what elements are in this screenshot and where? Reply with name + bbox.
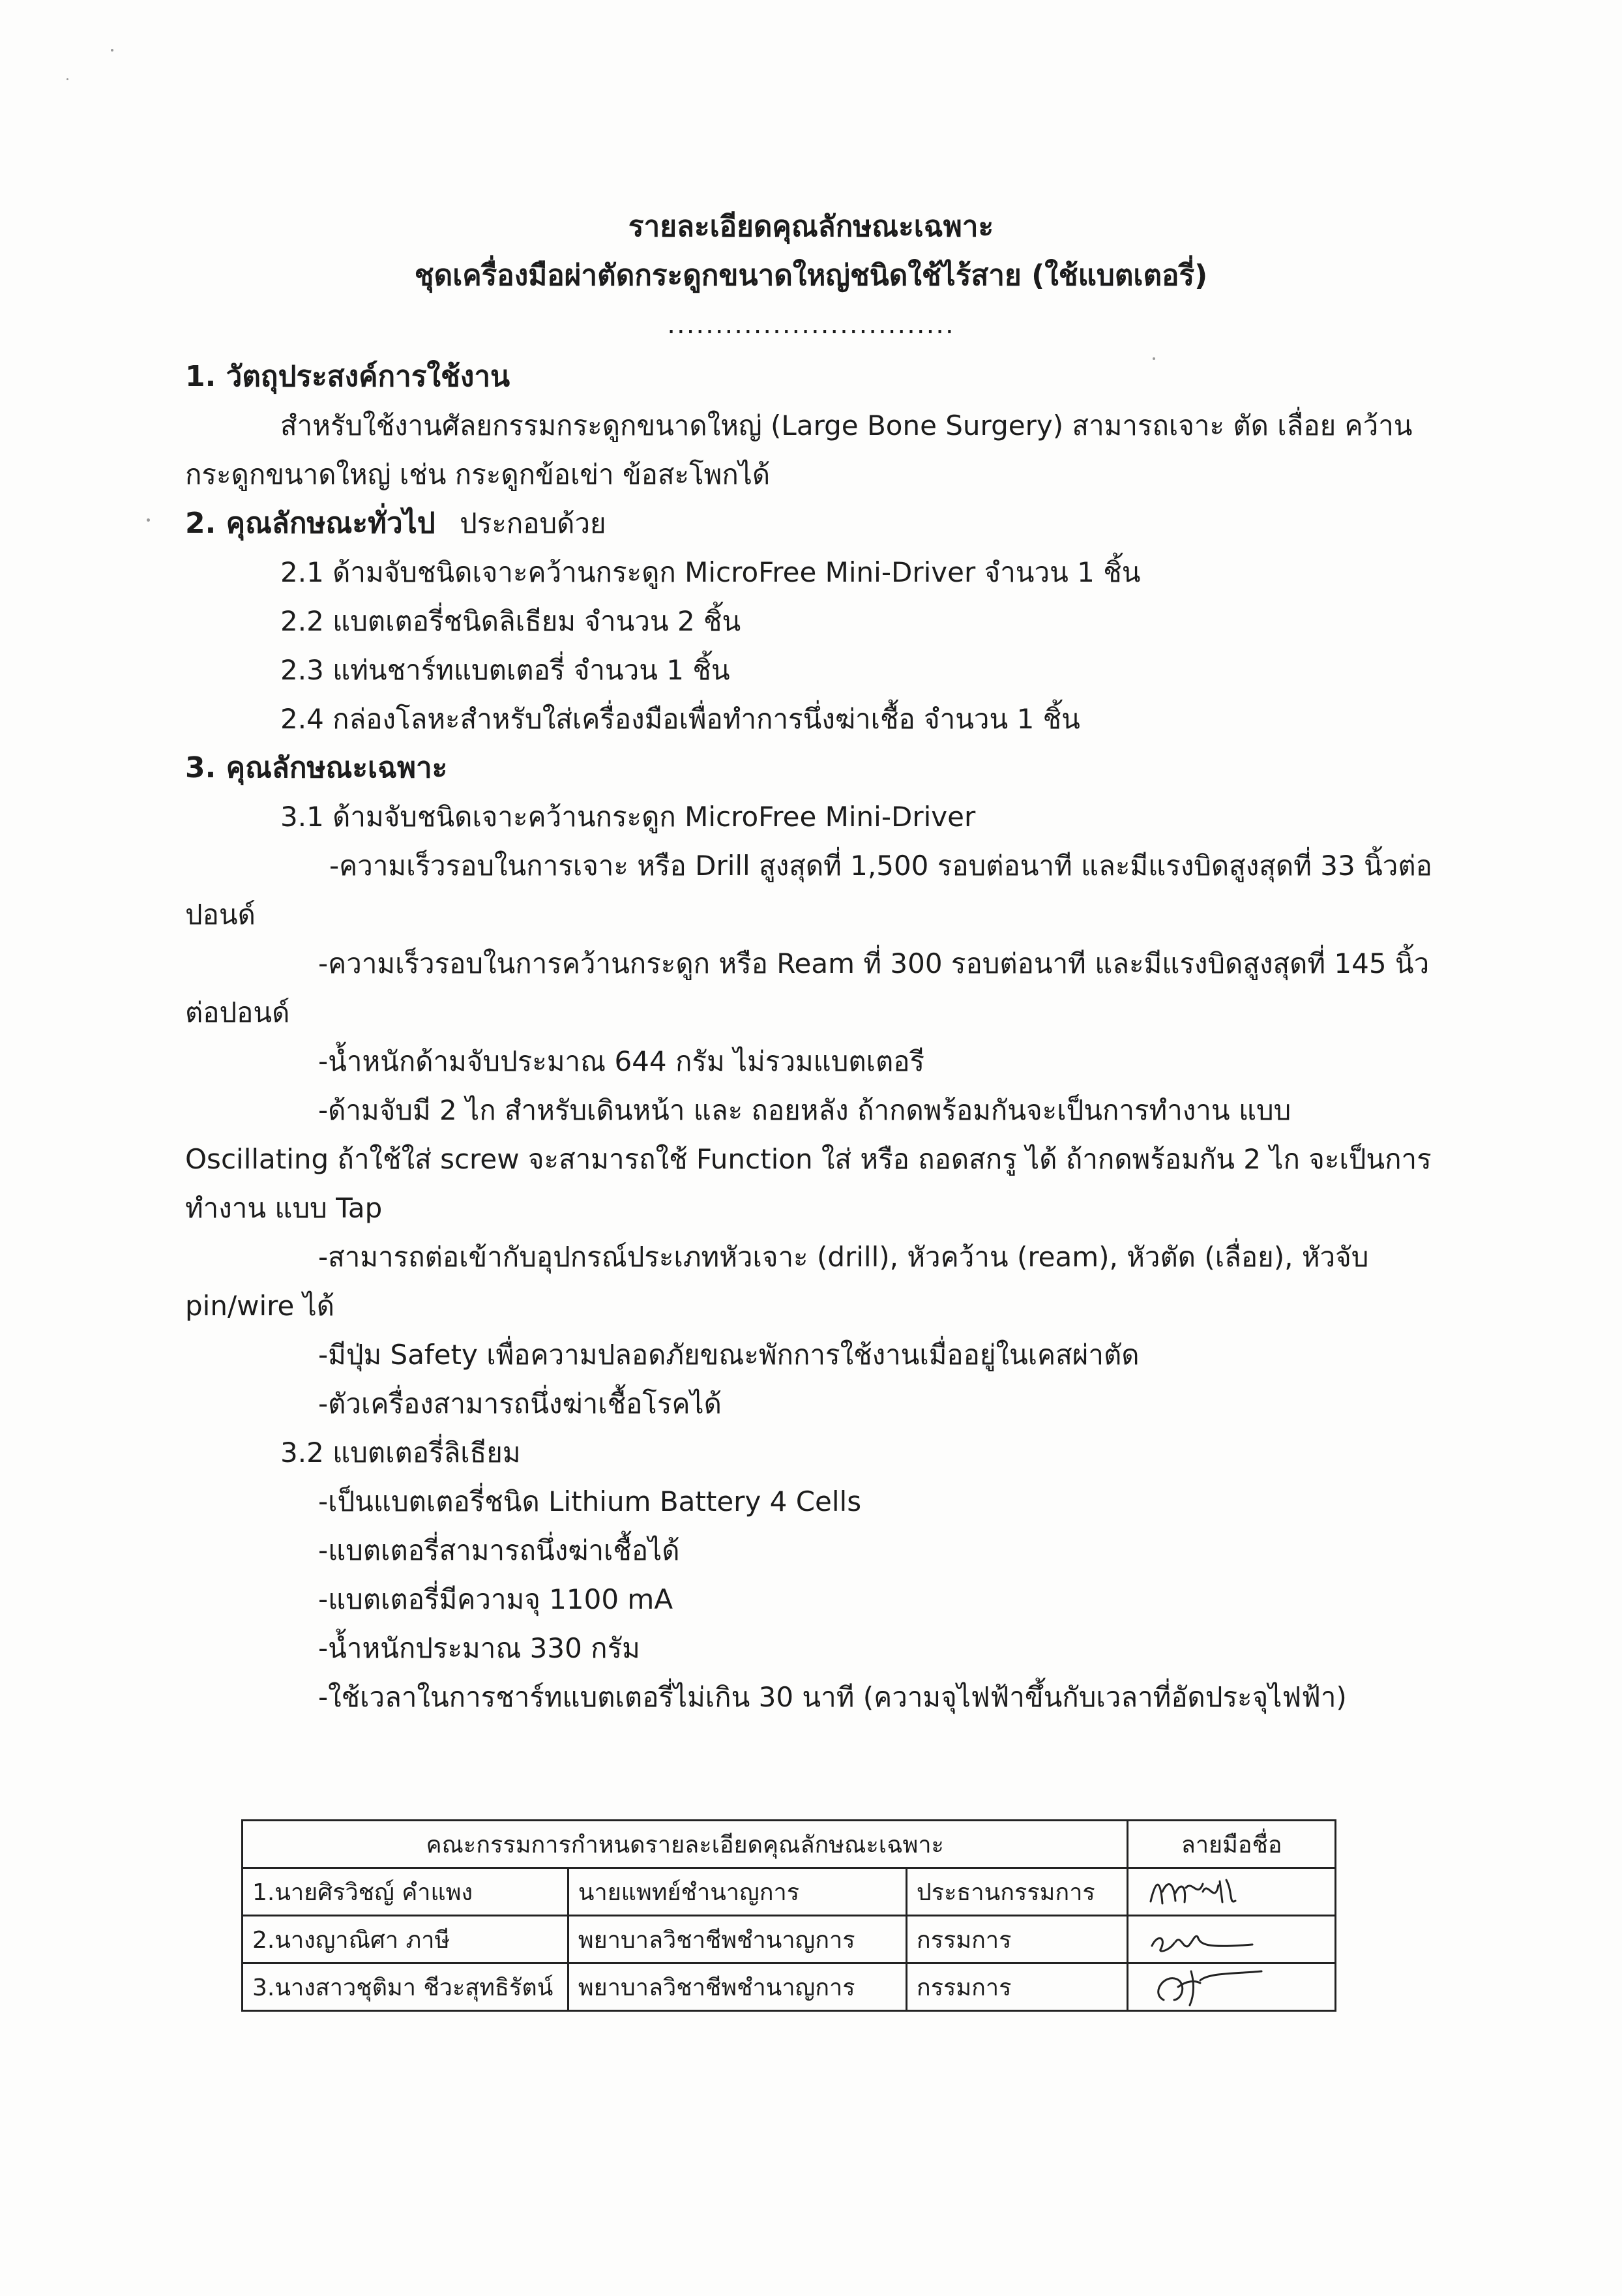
spec-line: -ใช้เวลาในการชาร์ทแบตเตอรี่ไม่เกิน 30 นาที (ความจุไฟฟ้าขึ้นกับเวลาที่อัดประจุไฟฟ้า) <box>318 1681 1347 1713</box>
section-1-text: สำหรับใช้งานศัลยกรรมกระดูกขนาดใหญ่ (Large Bone Surgery) สามารถเจาะ ตัด เลื่อย คว้าน <box>280 410 1413 441</box>
member-position: นายแพทย์ชำนาญการ <box>568 1868 906 1916</box>
spec-line: ทำงาน แบบ Tap <box>185 1192 383 1224</box>
table-row <box>243 1868 1336 1916</box>
committee-header: คณะกรรมการกำหนดรายละเอียดคุณลักษณะเฉพาะ <box>243 1821 1128 1868</box>
section-3-1-heading: 3.1 ด้ามจับชนิดเจาะคว้านกระดูก MicroFree Mini-Driver <box>280 801 976 833</box>
member-name: 1.นายศิรวิชญ์ คำแพง <box>243 1868 568 1916</box>
spec-line: ต่อปอนด์ <box>185 996 290 1028</box>
scan-speck <box>111 49 113 52</box>
spec-line: -น้ำหนักประมาณ 330 กรัม <box>318 1632 640 1664</box>
member-role: กรรมการ <box>906 1963 1127 2011</box>
spec-line: Oscillating ถ้าใช้ใส่ screw จะสามารถใช้ Function ใส่ หรือ ถอดสกรู ได้ ถ้ากดพร้อมกัน 2 ไก จะเป็นการ <box>185 1143 1432 1175</box>
section-2-item: 2.2 แบตเตอรี่ชนิดลิเธียม จำนวน 2 ชิ้น <box>280 605 741 637</box>
member-position: พยาบาลวิชาชีพชำนาญการ <box>568 1916 906 1963</box>
spec-line: pin/wire ได้ <box>185 1290 335 1322</box>
signature-header: ลายมือชื่อ <box>1128 1821 1336 1868</box>
signature-cell <box>1128 1916 1336 1963</box>
title-separator: .............................. <box>667 310 955 340</box>
table-row <box>243 1963 1336 2011</box>
spec-line: -แบตเตอรี่มีความจุ 1100 mA <box>318 1583 673 1615</box>
section-2-item: 2.4 กล่องโลหะสำหรับใส่เครื่องมือเพื่อทำการนึ่งฆ่าเชื้อ จำนวน 1 ชิ้น <box>280 703 1080 735</box>
spec-line: -เป็นแบตเตอรี่ชนิด Lithium Battery 4 Cells <box>318 1485 862 1517</box>
member-name: 2.นางญาณิศา ภาษี <box>243 1916 568 1963</box>
member-name: 3.นางสาวชุติมา ชีวะสุทธิรัตน์ <box>243 1963 568 2011</box>
handwritten-signature <box>1138 1920 1268 1959</box>
table-header-row <box>243 1821 1336 1868</box>
section-2-heading-suffix: ประกอบด้วย <box>460 507 606 539</box>
member-role: ประธานกรรมการ <box>906 1868 1127 1916</box>
spec-line: -น้ำหนักด้ามจับประมาณ 644 กรัม ไม่รวมแบตเตอรี <box>318 1045 925 1077</box>
handwritten-signature <box>1138 1967 1268 2006</box>
committee-table <box>241 1819 1336 2012</box>
document-subtitle: ชุดเครื่องมือผ่าตัดกระดูกขนาดใหญ่ชนิดใช้ไร้สาย (ใช้แบตเตอรี่) <box>414 259 1208 292</box>
spec-line: -สามารถต่อเข้ากับอุปกรณ์ประเภทหัวเจาะ (drill), หัวคว้าน (ream), หัวตัด (เลื่อย), หัวจับ <box>318 1241 1369 1273</box>
section-1-heading: 1. วัตถุประสงค์การใช้งาน <box>185 360 510 393</box>
spec-line: -แบตเตอรี่สามารถนึ่งฆ่าเชื้อได้ <box>318 1534 680 1566</box>
spec-line: -มีปุ่ม Safety เพื่อความปลอดภัยขณะพักการใช้งานเมื่ออยู่ในเคสผ่าตัด <box>318 1339 1140 1371</box>
scan-speck <box>147 518 150 522</box>
section-2-heading: 2. คุณลักษณะทั่วไป <box>185 507 435 540</box>
section-2-item: 2.3 แท่นชาร์ทแบตเตอรี่ จำนวน 1 ชิ้น <box>280 654 730 686</box>
handwritten-signature <box>1138 1872 1268 1911</box>
section-2-heading-row <box>185 505 606 542</box>
table-row <box>243 1916 1336 1963</box>
member-role: กรรมการ <box>906 1916 1127 1963</box>
scan-speck <box>1153 357 1155 360</box>
spec-line: -ตัวเครื่องสามารถนึ่งฆ่าเชื้อโรคได้ <box>318 1388 722 1420</box>
section-3-heading: 3. คุณลักษณะเฉพาะ <box>185 751 448 784</box>
member-position: พยาบาลวิชาชีพชำนาญการ <box>568 1963 906 2011</box>
document-title: รายละเอียดคุณลักษณะเฉพาะ <box>628 210 994 243</box>
signature-cell <box>1128 1963 1336 2011</box>
scan-speck <box>66 78 68 80</box>
section-3-2-heading: 3.2 แบตเตอรี่ลิเธียม <box>280 1437 521 1469</box>
spec-line: ปอนด์ <box>185 899 256 931</box>
signature-cell <box>1128 1868 1336 1916</box>
section-1-text: กระดูกขนาดใหญ่ เช่น กระดูกข้อเข่า ข้อสะโพกได้ <box>185 458 771 490</box>
spec-line: -ด้ามจับมี 2 ไก สำหรับเดินหน้า และ ถอยหลัง ถ้ากดพร้อมกันจะเป็นการทำงาน แบบ <box>318 1094 1291 1126</box>
section-2-item: 2.1 ด้ามจับชนิดเจาะคว้านกระดูก MicroFree Mini-Driver จำนวน 1 ชิ้น <box>280 556 1141 588</box>
spec-line: -ความเร็วรอบในการคว้านกระดูก หรือ Ream ที่ 300 รอบต่อนาที และมีแรงบิดสูงสุดที่ 145 นิ้ว <box>318 947 1430 979</box>
spec-line: -ความเร็วรอบในการเจาะ หรือ Drill สูงสุดที่ 1,500 รอบต่อนาที และมีแรงบิดสูงสุดที่ 33 นิ้วต่อ <box>329 850 1432 882</box>
